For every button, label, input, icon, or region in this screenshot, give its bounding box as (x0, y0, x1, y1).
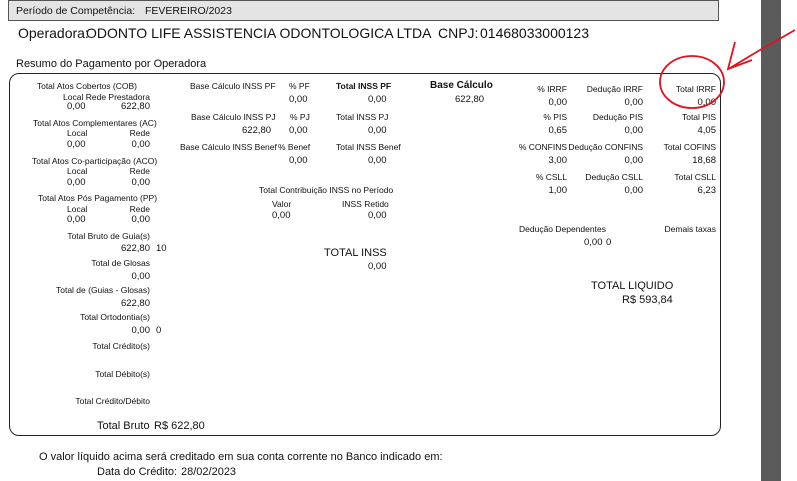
operator-name: ODONTO LIFE ASSISTENCIA ODONTOLOGICA LTDA (86, 25, 432, 41)
inss-retido: 0,00 (368, 210, 387, 221)
inss-total-benef: 0,00 (368, 155, 387, 166)
credito-label: Total Crédito(s) (92, 341, 150, 351)
dependentes-value: 0,00 (584, 237, 603, 248)
pis-total-label: Total PIS (681, 112, 716, 122)
inss-valor: 0,00 (272, 210, 291, 221)
bruto-guias-value: 622,80 (120, 243, 150, 254)
ac-local-label: Local (67, 128, 88, 138)
cofins-total-label: Total COFINS (663, 142, 716, 152)
pp-rede-label: Rede (129, 204, 150, 214)
pis-pct: 0,65 (548, 125, 567, 136)
inss-retido-label: INSS Retido (342, 199, 389, 209)
cofins-ded: 0,00 (624, 155, 643, 166)
pp-local-label: Local (67, 204, 88, 214)
pis-total: 4,05 (697, 125, 716, 136)
base-calculo-value: 622,80 (455, 94, 485, 105)
total-liquido-value: R$ 593,84 (622, 294, 673, 306)
bruto-guias-count: 10 (156, 243, 167, 254)
period-label: Período de Competência: (16, 5, 136, 17)
pis-pct-label: % PIS (543, 112, 567, 122)
demais-taxas-label: Demais taxas (664, 224, 716, 234)
inss-total-pf: 0,00 (368, 94, 387, 105)
cofins-pct-label: % CONFINS (518, 142, 567, 152)
irrf-pct-label: % IRRF (537, 84, 567, 94)
debito-label: Total Débito(s) (95, 369, 150, 379)
ortodontia-value: 0,00 (131, 325, 150, 336)
inss-total-pf-label: Total INSS PF (336, 81, 392, 91)
csll-total-label: Total CSLL (674, 172, 716, 182)
glosas-value: 0,00 (131, 271, 150, 282)
arrow-icon (730, 30, 795, 68)
aco-local: 0,00 (67, 177, 86, 188)
inss-pct-pj-label: % PJ (290, 112, 310, 122)
inss-pct-pf-label: % PF (289, 81, 310, 91)
dependentes-count: 0 (606, 237, 612, 248)
footer-note: O valor líquido acima será creditado em sua conta corrente no Banco indicado em: (39, 451, 443, 463)
inss-total-pj: 0,00 (368, 125, 387, 136)
cofins-pct: 3,00 (548, 155, 567, 166)
inss-pct-benef: 0,00 (289, 155, 308, 166)
irrf-total: 0,00 (697, 97, 716, 108)
inss-pct-pj: 0,00 (289, 125, 308, 136)
ac-rede: 0,00 (131, 139, 150, 150)
total-bruto-label: Total Bruto (97, 420, 150, 432)
inss-total-pj-label: Total INSS PJ (336, 112, 389, 122)
pis-ded-label: Dedução PIS (592, 112, 643, 122)
ac-rede-label: Rede (129, 128, 150, 138)
cofins-ded-label: Dedução CONFINS (568, 142, 643, 152)
inss-pct-benef-label: % Benef (278, 142, 311, 152)
operator-label: Operadora: (18, 25, 89, 41)
ac-title: Total Atos Complementares (AC) (33, 118, 157, 128)
cob-title: Total Atos Cobertos (COB) (36, 81, 137, 91)
inss-base-pf-label: Base Cálculo INSS PF (190, 81, 276, 91)
csll-ded: 0,00 (624, 185, 643, 196)
guias-glosas-label: Total de (Guias - Glosas) (55, 285, 150, 295)
irrf-ded: 0,00 (624, 97, 643, 108)
cofins-total: 18,68 (692, 155, 716, 166)
csll-pct-label: % CSLL (535, 172, 567, 182)
inss-pct-pf: 0,00 (289, 94, 308, 105)
guias-glosas-value: 622,80 (120, 298, 150, 309)
highlight-circle-icon (660, 56, 724, 108)
credit-date-label: Data do Crédito: (97, 466, 178, 478)
pp-rede: 0,00 (131, 214, 150, 225)
ac-local: 0,00 (67, 139, 86, 150)
inss-base-pj: 622,80 (242, 125, 272, 136)
cnpj-label: CNPJ: (438, 25, 479, 41)
irrf-ded-label: Dedução IRRF (586, 84, 643, 94)
inss-total-benef-label: Total INSS Benef (336, 142, 401, 152)
period-value: FEVEREIRO/2023 (145, 5, 232, 17)
aco-local-label: Local (67, 166, 88, 176)
aco-rede-label: Rede (129, 166, 150, 176)
inss-periodo-label: Total Contribuição INSS no Período (259, 185, 394, 195)
csll-ded-label: Dedução CSLL (585, 172, 643, 182)
pp-title: Total Atos Pós Pagamento (PP) (38, 193, 158, 203)
cob-sub: Local Rede Prestadora (63, 92, 150, 102)
dependentes-label: Dedução Dependentes (519, 224, 606, 234)
csll-total: 6,23 (697, 185, 716, 196)
credit-date-value: 28/02/2023 (181, 466, 237, 478)
pis-ded: 0,00 (624, 125, 643, 136)
section-title: Resumo do Pagamento por Operadora (16, 58, 207, 70)
irrf-pct: 0,00 (548, 97, 567, 108)
total-bruto-value: R$ 622,80 (154, 420, 205, 432)
total-inss-value: 0,00 (368, 261, 387, 272)
arrowhead-icon (728, 42, 752, 69)
irrf-total-label: Total IRRF (675, 84, 716, 94)
cob-rede: 622,80 (120, 101, 150, 112)
total-liquido-label: TOTAL LIQUIDO (591, 280, 674, 292)
bruto-guias-label: Total Bruto de Guia(s) (67, 231, 150, 241)
cob-local: 0,00 (67, 101, 86, 112)
total-inss-label: TOTAL INSS (324, 247, 387, 259)
aco-rede: 0,00 (131, 177, 150, 188)
ortodontia-label: Total Ortodontia(s) (80, 312, 150, 322)
credito-debito-label: Total Crédito/Débito (75, 396, 150, 406)
inss-base-pj-label: Base Cálculo INSS PJ (191, 112, 276, 122)
pp-local: 0,00 (67, 214, 86, 225)
aco-title: Total Atos Co-participação (ACO) (32, 156, 158, 166)
ortodontia-count: 0 (156, 325, 162, 336)
base-calculo-label: Base Cálculo (430, 80, 493, 91)
inss-valor-label: Valor (272, 199, 292, 209)
glosas-label: Total de Glosas (91, 258, 150, 268)
cnpj-value: 01468033000123 (480, 25, 590, 41)
inss-base-benef-label: Base Cálculo INSS Benef (180, 142, 277, 152)
csll-pct: 1,00 (548, 185, 567, 196)
